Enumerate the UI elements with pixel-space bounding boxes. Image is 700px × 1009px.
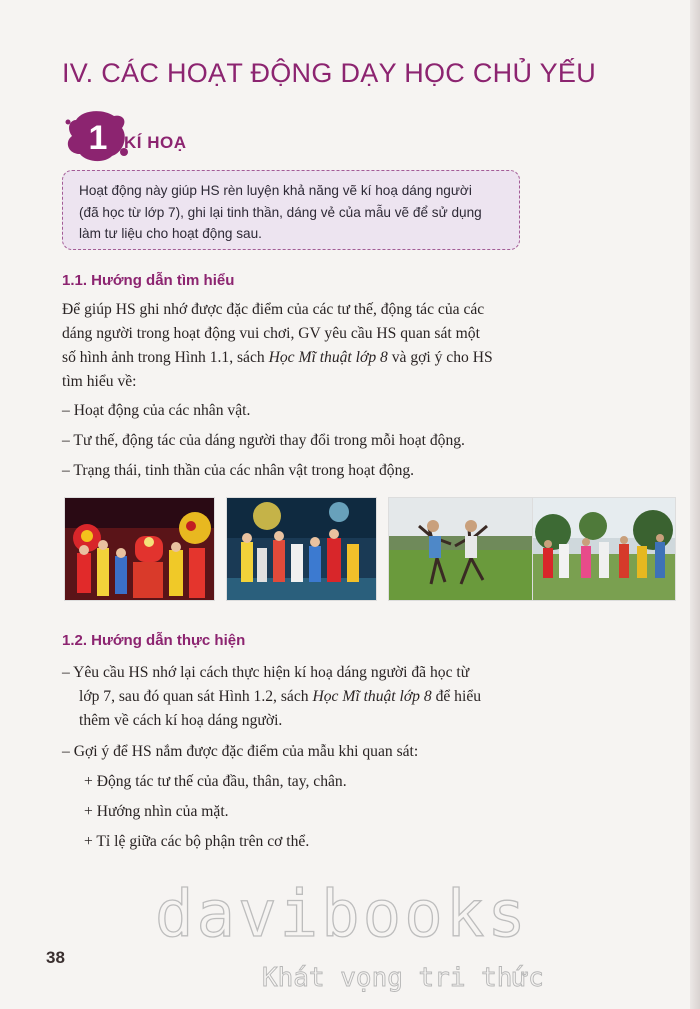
intro-line: (đã học từ lớp 7), ghi lại tinh thần, dáng vẻ của mẫu vẽ để sử dụng (79, 204, 482, 220)
instruction-line (62, 685, 520, 709)
instruction-text: lớp 7, sau đó quan sát Hình 1.2, sách (79, 688, 313, 705)
instruction-item-1 (62, 661, 520, 733)
paragraph-text: và gợi ý cho HS (387, 349, 493, 366)
watermark-tagline: Khát vọng tri thức (262, 963, 544, 993)
intro-line: làm tư liệu cho hoạt động sau. (79, 226, 262, 241)
section-number-badge (62, 108, 132, 164)
intro-box (62, 170, 520, 250)
stage-performance-photo (226, 497, 377, 601)
subsection-title-1-2: 1.2. Hướng dẫn thực hiện (62, 632, 246, 649)
paragraph-line: tìm hiểu về: (62, 373, 137, 390)
paragraph-line: dáng người trong hoạt động vui chơi, GV yêu cầu HS quan sát một (62, 325, 480, 342)
paragraph-line: Để giúp HS ghi nhớ được đặc điểm của các tư thế, động tác của các (62, 301, 485, 318)
list-item: – Trạng thái, tinh thần của các nhân vật trong hoạt động. (62, 462, 415, 479)
section-title: KÍ HOẠ (124, 133, 187, 152)
park-play-photo (532, 497, 676, 601)
watermark-brand: davibooks (155, 878, 529, 952)
book-title: Học Mĩ thuật lớp 8 (312, 688, 432, 705)
paragraph-text: số hình ảnh trong Hình 1.1, sách (62, 349, 269, 366)
list-item: – Hoạt động của các nhân vật. (62, 402, 251, 419)
sub-item: + Hướng nhìn của mặt. (84, 803, 229, 820)
page-edge (690, 0, 700, 1009)
sub-item: + Động tác tư thế của đầu, thân, tay, chân. (84, 773, 347, 790)
instruction-line: – Yêu cầu HS nhớ lại cách thực hiện kí hoạ dáng người đã học từ (62, 664, 470, 681)
intro-line: Hoạt động này giúp HS rèn luyện khả năng vẽ kí hoạ dáng người (79, 183, 472, 198)
instruction-item-2: – Gợi ý để HS nắm được đặc điểm của mẫu khi quan sát: (62, 743, 419, 760)
book-title: Học Mĩ thuật lớp 8 (268, 349, 388, 366)
section-number: 1 (88, 119, 108, 157)
girls-running-photo (388, 497, 539, 601)
figure-photo-strip (64, 497, 676, 601)
sub-item: + Tỉ lệ giữa các bộ phận trên cơ thể. (84, 833, 310, 850)
instruction-text: để hiểu (431, 688, 482, 705)
guide-paragraph (62, 298, 520, 394)
page-number: 38 (46, 948, 65, 967)
instruction-line: thêm về cách kí hoạ dáng người. (79, 712, 283, 729)
page-heading: IV. CÁC HOẠT ĐỘNG DẠY HỌC CHỦ YẾU (62, 58, 597, 88)
subsection-title-1-1: 1.1. Hướng dẫn tìm hiểu (62, 272, 235, 289)
lion-dance-photo (64, 497, 215, 601)
list-item: – Tư thế, động tác của dáng người thay đổi trong mỗi hoạt động. (62, 432, 465, 449)
paragraph-line (62, 346, 520, 370)
